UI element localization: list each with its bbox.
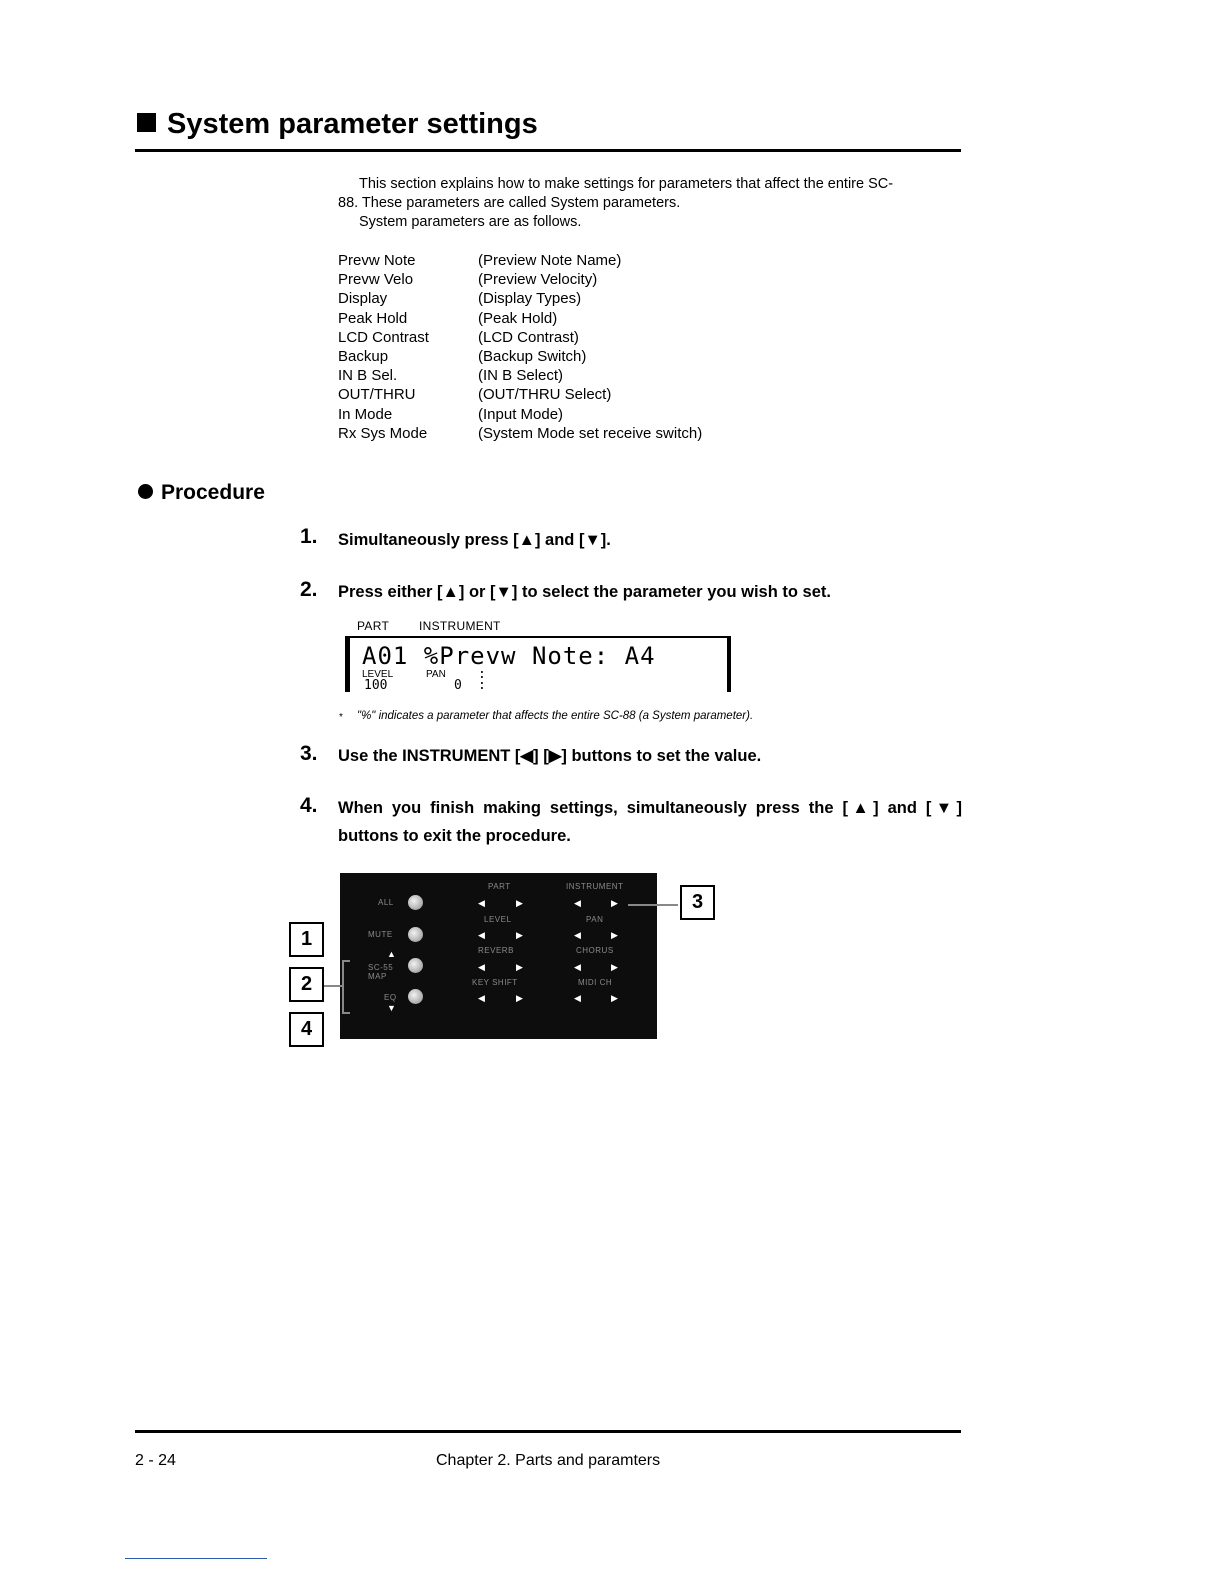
parameter-row <box>338 328 702 347</box>
parameter-full: (OUT/THRU Select) <box>478 386 612 404</box>
step-number: 2. <box>300 578 318 601</box>
all-button <box>408 895 423 910</box>
panel-label-sc55map: SC-55 MAP <box>368 963 394 981</box>
lcd-label-level: LEVEL <box>362 669 394 680</box>
step-text: Simultaneously press [▲] and [▼]. <box>338 531 611 549</box>
left-arrow-icon: ◀ <box>574 898 581 908</box>
panel-label-mute: MUTE <box>368 930 393 939</box>
parameter-short: Peak Hold <box>338 309 408 327</box>
parameter-full: (LCD Contrast) <box>478 328 579 346</box>
left-arrow-icon: ◀ <box>478 930 485 940</box>
parameter-row <box>338 270 702 289</box>
procedure-heading <box>138 481 265 505</box>
section-heading-text: System parameter settings <box>167 108 538 140</box>
lcd-label-part: PART <box>357 619 390 633</box>
left-arrow-icon: ◀ <box>478 898 485 908</box>
step-number: 4. <box>300 794 318 817</box>
right-arrow-icon: ▶ <box>611 993 618 1003</box>
parameter-row <box>338 347 702 366</box>
parameter-row <box>338 251 702 270</box>
parameter-full: (Preview Note Name) <box>478 252 622 269</box>
step-text <box>338 794 962 850</box>
panel-label-all: ALL <box>378 898 394 907</box>
lcd-level-value: 100 <box>364 678 388 693</box>
parameter-full: (Display Types) <box>478 290 582 308</box>
down-arrow-icon: ▼ <box>387 1003 396 1013</box>
intro-paragraph <box>338 175 960 232</box>
section-heading <box>137 108 538 141</box>
scan-artifact-line <box>125 1558 267 1559</box>
eq-button <box>408 989 423 1004</box>
parameter-full: (System Mode set receive switch) <box>478 424 703 442</box>
panel-label-pan: PAN <box>586 915 604 924</box>
parameter-full: (Backup Switch) <box>478 348 587 366</box>
step-number: 3. <box>300 742 318 765</box>
front-panel-illustration <box>340 873 657 1039</box>
mute-button <box>408 927 423 942</box>
panel-label-key-shift: KEY SHIFT <box>472 978 518 987</box>
callout-4: 4 <box>289 1012 324 1047</box>
parameter-full: (Peak Hold) <box>478 309 558 327</box>
parameter-row <box>338 309 702 328</box>
parameter-row <box>338 405 702 424</box>
step-text: Press either [▲] or [▼] to select the parameter you wish to set. <box>338 583 831 601</box>
chapter-title: Chapter 2. Parts and paramters <box>436 1452 661 1469</box>
parameter-full: (Preview Velocity) <box>478 271 598 289</box>
step-text-line-1: When you finish making settings, simultaneously press the [▲] and [▼] <box>338 799 962 817</box>
intro-line-2: 88. These parameters are called System parameters. <box>338 195 681 211</box>
panel-label-instrument: INSTRUMENT <box>566 882 624 891</box>
sc55-map-button <box>408 958 423 973</box>
parameter-short: In Mode <box>338 405 393 423</box>
callout-leader-line <box>322 985 342 987</box>
note-asterisk: * <box>339 712 343 723</box>
parameter-short: OUT/THRU <box>338 386 416 404</box>
step-text: Use the INSTRUMENT [◀] [▶] buttons to set the value. <box>338 747 762 765</box>
page-number: 2 - 24 <box>135 1452 176 1469</box>
lcd-display <box>345 636 731 692</box>
intro-line-1: This section explains how to make settings for parameters that affect the entire SC- <box>359 176 894 192</box>
right-arrow-icon: ▶ <box>611 898 618 908</box>
callout-bracket <box>342 960 350 1014</box>
up-arrow-icon: ▲ <box>387 949 396 959</box>
panel-label-reverb: REVERB <box>478 946 514 955</box>
right-arrow-icon: ▶ <box>516 993 523 1003</box>
parameter-short: Prevw Velo <box>338 271 414 289</box>
callout-3: 3 <box>680 885 715 920</box>
parameter-list <box>338 251 702 443</box>
panel-label-chorus: CHORUS <box>576 946 614 955</box>
footnote-text: "%" indicates a parameter that affects the entire SC-88 (a System parameter). <box>357 710 754 722</box>
intro-line-3: System parameters are as follows. <box>359 214 582 230</box>
left-arrow-icon: ◀ <box>478 993 485 1003</box>
parameter-short: Backup <box>338 348 389 366</box>
lcd-pan-value: 0 <box>454 678 462 693</box>
footer-rule <box>135 1430 961 1433</box>
procedure-heading-text: Procedure <box>161 481 265 504</box>
left-arrow-icon: ◀ <box>574 993 581 1003</box>
right-arrow-icon: ▶ <box>611 930 618 940</box>
left-arrow-icon: ◀ <box>478 962 485 972</box>
parameter-short: Rx Sys Mode <box>338 424 428 442</box>
lcd-label-pan: PAN <box>426 669 446 680</box>
heading-rule <box>135 149 961 152</box>
parameter-full: (IN B Select) <box>478 367 564 385</box>
parameter-row <box>338 366 702 385</box>
parameter-full: (Input Mode) <box>478 405 564 423</box>
parameter-short: IN B Sel. <box>338 367 398 385</box>
parameter-short: Display <box>338 290 388 308</box>
parameter-row <box>338 424 702 443</box>
callout-leader-line <box>628 904 678 906</box>
panel-label-eq: EQ <box>384 993 397 1002</box>
left-arrow-icon: ◀ <box>574 962 581 972</box>
right-arrow-icon: ▶ <box>611 962 618 972</box>
bullet-icon <box>138 484 153 499</box>
callout-2: 2 <box>289 967 324 1002</box>
panel-label-midi-ch: MIDI CH <box>578 978 613 987</box>
panel-label-part: PART <box>488 882 511 891</box>
step-number: 1. <box>300 525 318 548</box>
lcd-colon-icon: : : <box>478 667 486 693</box>
right-arrow-icon: ▶ <box>516 930 523 940</box>
left-arrow-icon: ◀ <box>574 930 581 940</box>
lcd-main-text: A01 %Prevw Note: A4 <box>362 642 656 670</box>
square-bullet-icon <box>137 113 156 132</box>
parameter-row <box>338 289 702 308</box>
right-arrow-icon: ▶ <box>516 962 523 972</box>
parameter-short: Prevw Note <box>338 252 416 269</box>
parameter-row <box>338 385 702 404</box>
parameter-short: LCD Contrast <box>338 328 429 346</box>
panel-label-level: LEVEL <box>484 915 512 924</box>
right-arrow-icon: ▶ <box>516 898 523 908</box>
lcd-label-instrument: INSTRUMENT <box>419 619 501 633</box>
callout-1: 1 <box>289 922 324 957</box>
step-text-line-2: buttons to exit the procedure. <box>338 827 571 845</box>
